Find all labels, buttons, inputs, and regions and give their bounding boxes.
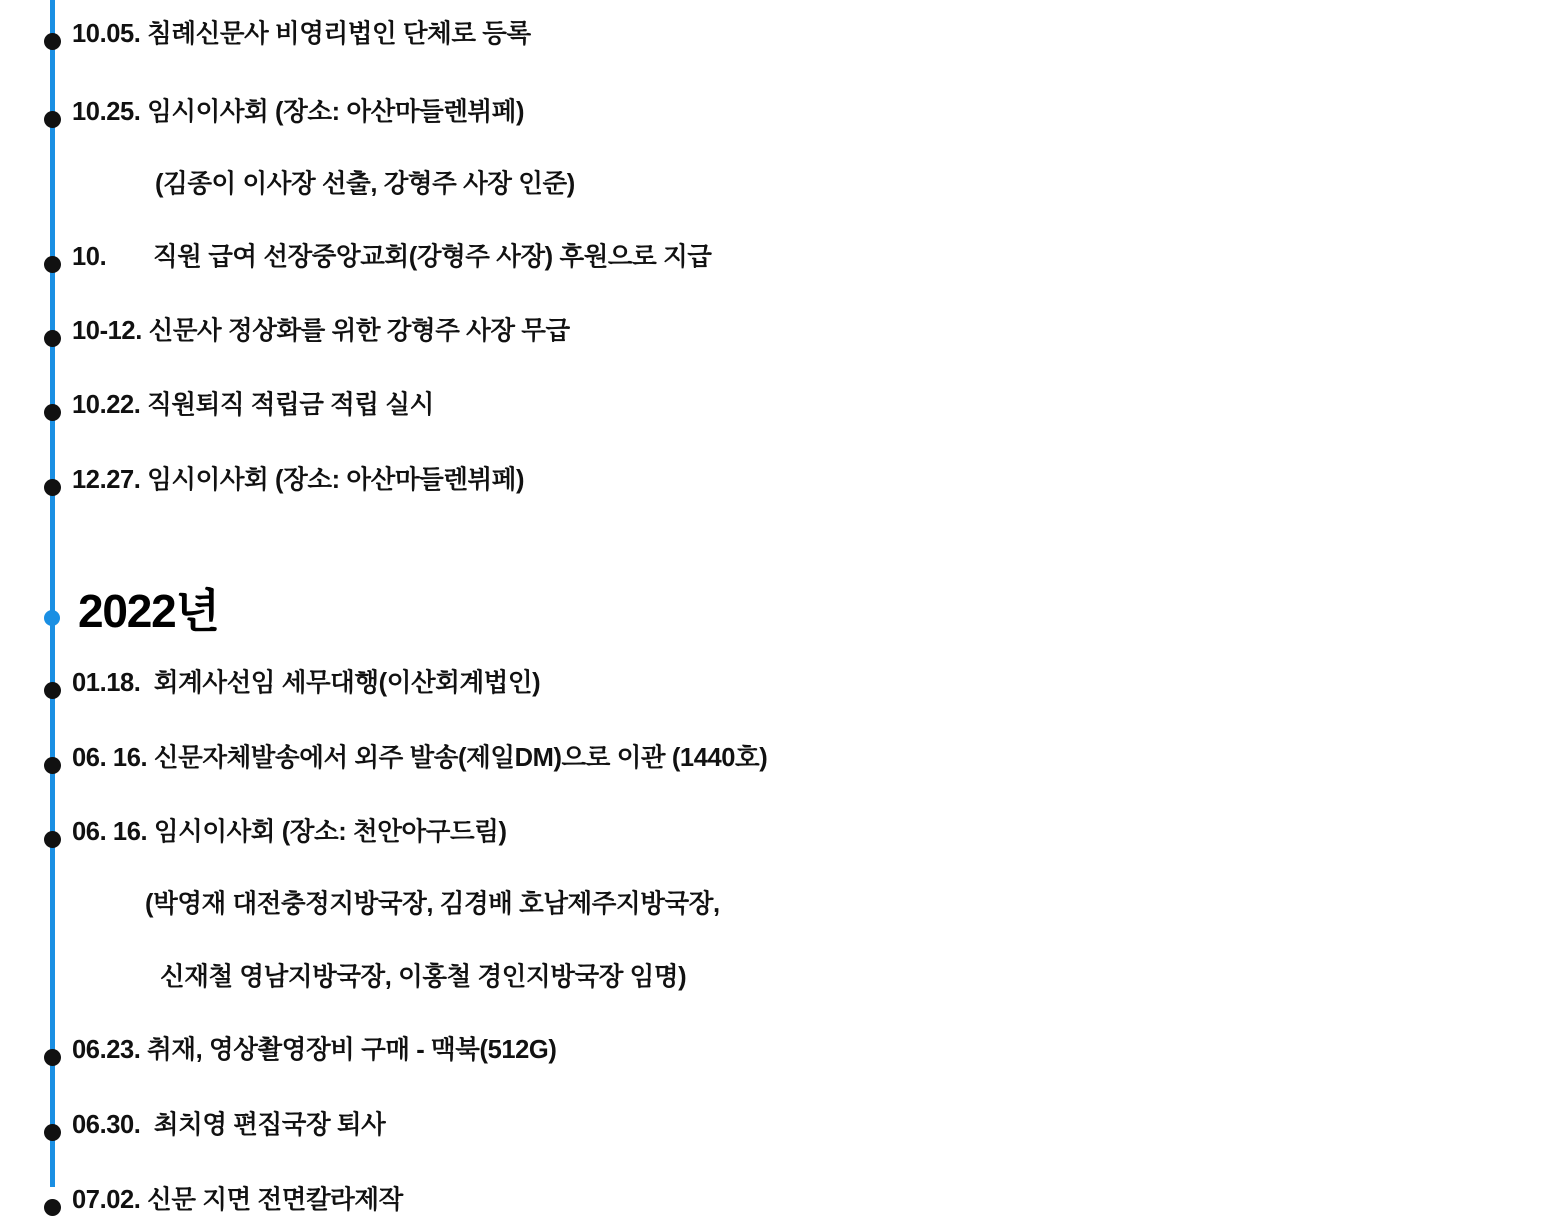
timeline-item-text: 신재철 영남지방국장, 이홍철 경인지방국장 임명) bbox=[160, 963, 687, 991]
timeline-item-text: 10.25. 임시이사회 (장소: 아산마들렌뷔페) bbox=[72, 98, 525, 126]
timeline-item-continuation bbox=[0, 172, 1552, 208]
timeline-item bbox=[0, 393, 1552, 429]
timeline-item bbox=[0, 1038, 1552, 1074]
timeline-item-text: 06.23. 취재, 영상촬영장비 구매 - 맥북(512G) bbox=[72, 1036, 557, 1064]
timeline-item-text: 06. 16. 신문자체발송에서 외주 발송(제일DM)으로 이관 (1440호) bbox=[72, 744, 768, 772]
timeline-item bbox=[0, 671, 1552, 707]
timeline-item-continuation bbox=[0, 892, 1552, 928]
timeline-year-heading bbox=[0, 585, 1552, 637]
timeline-item bbox=[0, 468, 1552, 504]
year-label: 2022년 bbox=[78, 585, 219, 637]
timeline-item-text: 10.05. 침례신문사 비영리법인 단체로 등록 bbox=[72, 20, 531, 48]
timeline-item bbox=[0, 319, 1552, 355]
timeline-item bbox=[0, 820, 1552, 856]
timeline-item bbox=[0, 100, 1552, 136]
timeline-item-text: (김종이 이사장 선출, 강형주 사장 인준) bbox=[155, 170, 575, 198]
timeline-item-text: (박영재 대전충정지방국장, 김경배 호남제주지방국장, bbox=[145, 890, 720, 918]
timeline-item-continuation bbox=[0, 965, 1552, 1001]
timeline-item-text: 06. 16. 임시이사회 (장소: 천안아구드림) bbox=[72, 818, 507, 846]
timeline-item bbox=[0, 22, 1552, 58]
timeline-item bbox=[0, 746, 1552, 782]
timeline-item bbox=[0, 1188, 1552, 1224]
timeline-item bbox=[0, 1113, 1552, 1149]
timeline-item-text: 07.02. 신문 지면 전면칼라제작 bbox=[72, 1186, 403, 1214]
timeline-item-text: 10. 직원 급여 선장중앙교회(강형주 사장) 후원으로 지급 bbox=[72, 243, 712, 271]
timeline-item-text: 12.27. 임시이사회 (장소: 아산마들렌뷔페) bbox=[72, 466, 525, 494]
timeline-item-text: 01.18. 회계사선임 세무대행(이산회계법인) bbox=[72, 669, 541, 697]
timeline-item-text: 10-12. 신문사 정상화를 위한 강형주 사장 무급 bbox=[72, 317, 570, 345]
timeline-item-text: 06.30. 최치영 편집국장 퇴사 bbox=[72, 1111, 386, 1139]
timeline-item-text: 10.22. 직원퇴직 적립금 적립 실시 bbox=[72, 391, 434, 419]
timeline-item bbox=[0, 245, 1552, 281]
